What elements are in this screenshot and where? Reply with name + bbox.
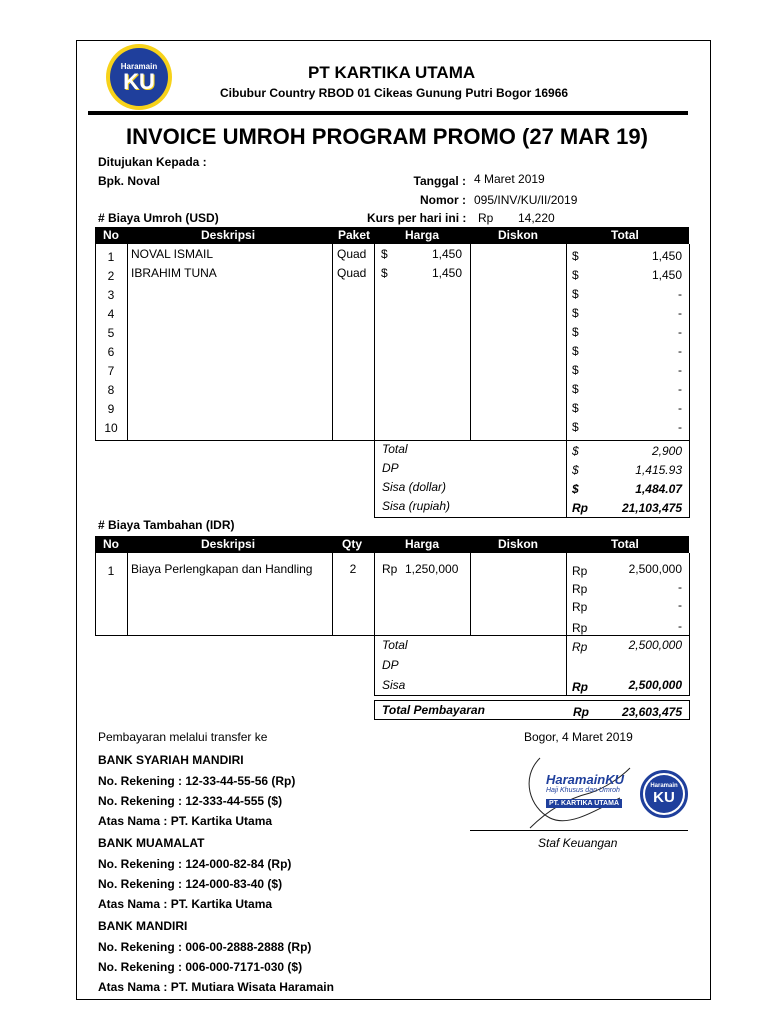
summary-value: 2,500,000 (628, 678, 682, 692)
row-total-currency: $ (572, 401, 579, 415)
rate-currency: Rp (478, 211, 494, 225)
tambahan-summary-line (689, 635, 690, 695)
umroh-summary-line (689, 440, 690, 517)
row-description: IBRAHIM TUNA (131, 266, 217, 280)
row-total-currency: $ (572, 306, 579, 320)
grand-total-left-line (374, 700, 375, 720)
bank-detail-line: Atas Nama : PT. Kartika Utama (98, 897, 273, 911)
stamp-logo-main: KU (653, 789, 675, 806)
recipient-name: Bpk. Noval (98, 174, 161, 188)
row-total-currency: Rp (572, 621, 588, 635)
grand-total-currency: Rp (573, 705, 589, 719)
umroh-summary-line (566, 440, 567, 517)
summary-value: 2,500,000 (628, 638, 682, 652)
summary-label: Sisa (rupiah) (382, 499, 451, 513)
grand-total-value: 23,603,475 (621, 705, 682, 719)
stamp-brand: HaramainKU (546, 772, 625, 787)
summary-label: Sisa (dollar) (382, 480, 447, 494)
row-total-currency: $ (572, 287, 579, 301)
row-total: 1,450 (651, 268, 682, 282)
row-total: - (678, 306, 682, 320)
payment-intro: Pembayaran melalui transfer ke (98, 730, 268, 744)
row-harga: 1,450 (431, 266, 462, 280)
row-total: 1,450 (651, 249, 682, 263)
row-total-currency: $ (572, 268, 579, 282)
row-paket: Quad (337, 266, 367, 280)
row-no: 2 (107, 269, 115, 283)
header-rule (88, 111, 688, 115)
col-diskon: Diskon (498, 228, 539, 242)
umroh-col-line (332, 244, 333, 440)
umroh-col-line (127, 244, 128, 440)
umroh-summary-bottom-line (374, 517, 690, 518)
row-description: Biaya Perlengkapan dan Handling (131, 562, 313, 576)
row-qty: 2 (349, 562, 357, 576)
umroh-table-bottom-line (95, 440, 690, 441)
row-total-currency: Rp (572, 600, 588, 614)
row-harga-currency: Rp (382, 562, 398, 576)
summary-value: 1,484.07 (635, 482, 682, 496)
bank-detail-line: No. Rekening : 124-000-83-40 ($) (98, 877, 283, 891)
summary-currency: Rp (572, 501, 588, 515)
row-total-currency: $ (572, 420, 579, 434)
col-no: No (103, 537, 119, 551)
invoice-title: INVOICE UMROH PROGRAM PROMO (27 MAR 19) (126, 124, 648, 149)
row-total: - (678, 401, 682, 415)
row-total: - (678, 325, 682, 339)
place-date: Bogor, 4 Maret 2019 (524, 730, 633, 744)
row-description: NOVAL ISMAIL (131, 247, 214, 261)
grand-total-right-line (689, 700, 690, 720)
bank-detail-line: Atas Nama : PT. Mutiara Wisata Haramain (98, 980, 334, 994)
row-total: - (678, 344, 682, 358)
row-no: 1 (107, 564, 115, 578)
bank-detail-line: No. Rekening : 006-00-2888-2888 (Rp) (98, 940, 312, 954)
number-label: Nomor : (420, 193, 466, 207)
tambahan-section-label: # Biaya Tambahan (IDR) (98, 518, 235, 532)
summary-label: DP (382, 461, 399, 475)
tambahan-summary-line (374, 635, 375, 695)
row-harga-currency: $ (381, 247, 388, 261)
grand-total-bottom-line (374, 719, 690, 720)
row-total-currency: $ (572, 382, 579, 396)
row-total-currency: $ (572, 344, 579, 358)
signature-line (470, 830, 688, 831)
row-no: 5 (107, 326, 115, 340)
tambahan-col-line (374, 553, 375, 635)
col-total: Total (611, 228, 639, 242)
umroh-table-header (95, 227, 689, 244)
tambahan-summary-line (566, 635, 567, 695)
summary-label: DP (382, 658, 399, 672)
tambahan-table-header (95, 536, 689, 553)
row-total-currency: $ (572, 363, 579, 377)
bank-detail-line: No. Rekening : 124-000-82-84 (Rp) (98, 857, 292, 871)
row-harga: 1,250,000 (405, 562, 459, 576)
company-logo (106, 44, 172, 110)
stamp-sub: Haji Khusus dan Umroh (546, 787, 620, 794)
company-address: Cibubur Country RBOD 01 Cikeas Gunung Putri Bogor 16966 (220, 86, 569, 100)
col-no: No (103, 228, 119, 242)
bank-detail-line: Atas Nama : PT. Kartika Utama (98, 814, 273, 828)
summary-currency: $ (572, 482, 579, 496)
rate-label: Kurs per hari ini : (367, 211, 467, 225)
company-stamp (546, 772, 634, 812)
col-paket: Paket (338, 228, 371, 242)
row-paket: Quad (337, 247, 367, 261)
summary-value: 1,415.93 (635, 463, 682, 477)
col-desc: Deskripsi (201, 537, 256, 551)
summary-currency: $ (572, 444, 579, 458)
summary-currency: Rp (572, 640, 588, 654)
umroh-col-line (470, 244, 471, 440)
row-total: - (678, 598, 682, 612)
row-total: 2,500,000 (628, 562, 682, 576)
row-no: 1 (107, 250, 115, 264)
signature-role: Staf Keuangan (538, 836, 618, 850)
col-harga: Harga (405, 228, 440, 242)
umroh-col-line (689, 244, 690, 440)
logo-main-text: KU (123, 68, 155, 94)
col-total: Total (611, 537, 639, 551)
bank-name: BANK MUAMALAT (98, 836, 205, 850)
umroh-col-line (566, 244, 567, 440)
row-no: 8 (107, 383, 115, 397)
col-qty: Qty (342, 537, 363, 551)
stamp-company: PT. KARTIKA UTAMA (546, 799, 622, 808)
company-name: PT KARTIKA UTAMA (308, 63, 476, 82)
row-total-currency: $ (572, 325, 579, 339)
col-harga: Harga (405, 537, 440, 551)
date-label: Tanggal : (413, 174, 466, 188)
stamp-logo-top: Haramain (650, 783, 678, 789)
row-total: - (678, 619, 682, 633)
summary-currency: $ (572, 463, 579, 477)
row-total-currency: $ (572, 249, 579, 263)
rate-value: 14,220 (518, 211, 555, 225)
row-total: - (678, 382, 682, 396)
summary-value: 21,103,475 (621, 501, 682, 515)
bank-detail-line: No. Rekening : 006-000-7171-030 ($) (98, 960, 303, 974)
col-desc: Deskripsi (201, 228, 256, 242)
tambahan-col-line (470, 553, 471, 635)
bank-detail-line: No. Rekening : 12-33-44-55-56 (Rp) (98, 774, 296, 788)
row-no: 10 (104, 421, 118, 435)
row-no: 6 (107, 345, 115, 359)
summary-label: Total (382, 638, 408, 652)
date-value: 4 Maret 2019 (474, 172, 545, 186)
number-value: 095/INV/KU/II/2019 (474, 193, 578, 207)
recipient-label: Ditujukan Kepada : (98, 155, 207, 169)
bank-detail-line: No. Rekening : 12-333-44-555 ($) (98, 794, 283, 808)
tambahan-table-bottom-line (95, 635, 690, 636)
summary-value: 2,900 (651, 444, 682, 458)
row-harga-currency: $ (381, 266, 388, 280)
tambahan-col-line (566, 553, 567, 635)
row-total: - (678, 420, 682, 434)
umroh-summary-line (374, 440, 375, 517)
row-total: - (678, 363, 682, 377)
summary-label: Total (382, 442, 408, 456)
row-no: 7 (107, 364, 115, 378)
row-total: - (678, 580, 682, 594)
row-no: 4 (107, 307, 115, 321)
row-total: - (678, 287, 682, 301)
row-total-currency: Rp (572, 564, 588, 578)
tambahan-col-line (689, 553, 690, 635)
grand-total-label: Total Pembayaran (382, 703, 485, 717)
umroh-section-label: # Biaya Umroh (USD) (98, 211, 219, 225)
tambahan-col-line (127, 553, 128, 635)
bank-name: BANK MANDIRI (98, 919, 188, 933)
summary-currency: Rp (572, 680, 588, 694)
stamp-logo (640, 770, 688, 818)
summary-label: Sisa (382, 678, 406, 692)
grand-total-top-line (374, 700, 690, 701)
col-diskon: Diskon (498, 537, 539, 551)
row-total-currency: Rp (572, 582, 588, 596)
row-no: 3 (107, 288, 115, 302)
umroh-col-line (374, 244, 375, 440)
row-no: 9 (107, 402, 115, 416)
bank-name: BANK SYARIAH MANDIRI (98, 753, 244, 767)
tambahan-summary-bottom-line (374, 695, 690, 696)
row-harga: 1,450 (431, 247, 462, 261)
logo-top-text: Haramain (120, 61, 158, 71)
